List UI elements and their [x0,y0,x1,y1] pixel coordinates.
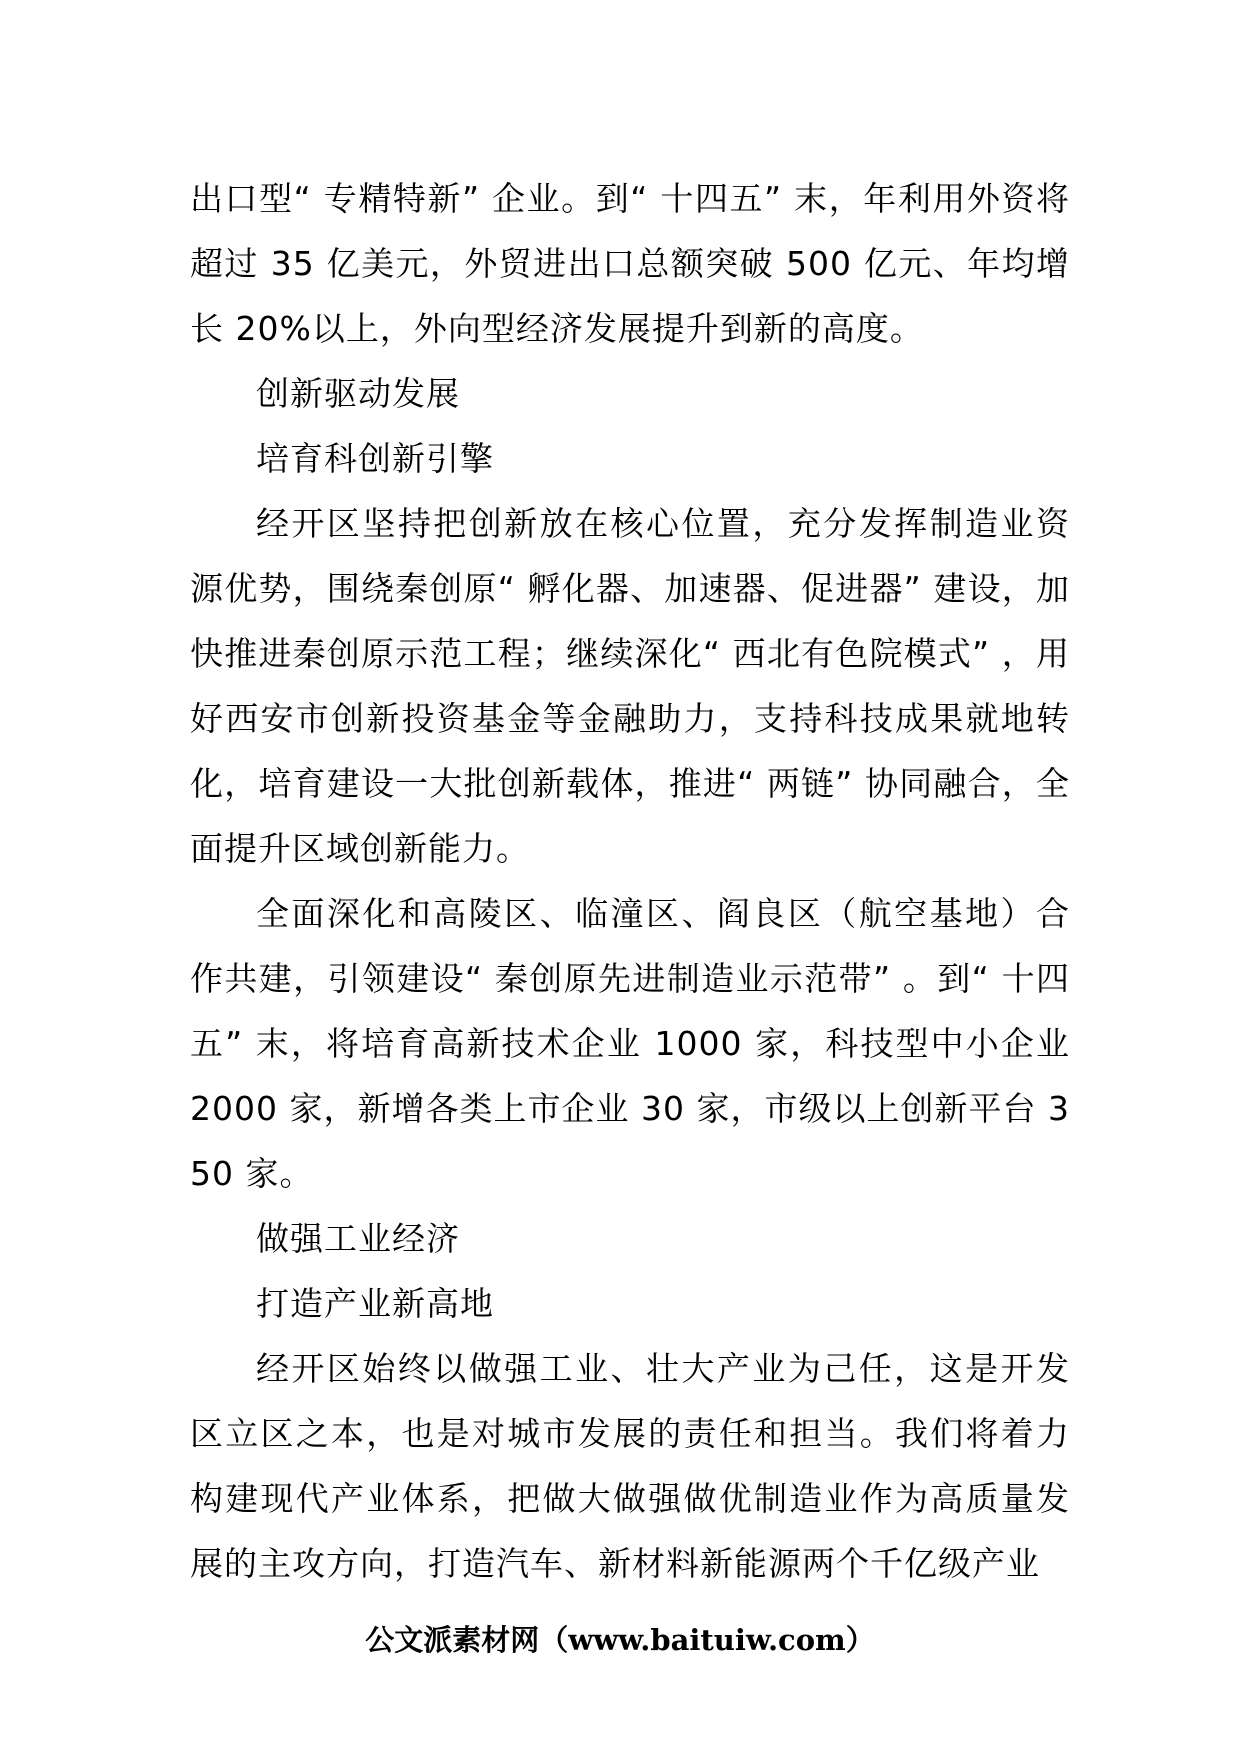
section-heading: 做强工业经济 [256,1219,460,1258]
body-paragraph: 出口型“ 专精特新” 企业。到“ 十四五” 末，年利用外资将超过 35 亿美元，外贸进出口总额突破 500 亿元、年均增长 20%以上，外向型经济发展提升到新的高度。 [190,179,1070,348]
section-subheading: 打造产业新高地 [256,1284,494,1323]
body-paragraph: 经开区坚持把创新放在核心位置，充分发挥制造业资源优势，围绕秦创原“ 孵化器、加速器、促进器” 建设，加快推进秦创原示范工程；继续深化“ 西北有色院模式” ，用好西安市创新投资基金等金融助力，支持科技成果就地转化，培育建设一大批创新载体，推进“ 两链” 协同融合，全面提升区域创新能力。 [190,504,1070,868]
document-body [190,166,1070,1596]
section-subheading: 培育科创新引擎 [256,439,494,478]
body-paragraph: 全面深化和高陵区、临潼区、阎良区（航空基地）合作共建，引领建设“ 秦创原先进制造业示范带” 。到“ 十四五” 末，将培育高新技术企业 1000 家，科技型中小企业 2000 家，新增各类上市企业 30 家，市级以上创新平台 350 家。 [190,894,1070,1193]
section-heading: 创新驱动发展 [256,374,460,413]
body-paragraph: 经开区始终以做强工业、壮大产业为己任，这是开发区立区之本，也是对城市发展的责任和担当。我们将着力构建现代产业体系，把做大做强做优制造业作为高质量发展的主攻方向，打造汽车、新材料新能源两个千亿级产业 [190,1349,1070,1583]
footer-watermark: 公文派素材网（www.baituiw.com） [365,1623,875,1657]
